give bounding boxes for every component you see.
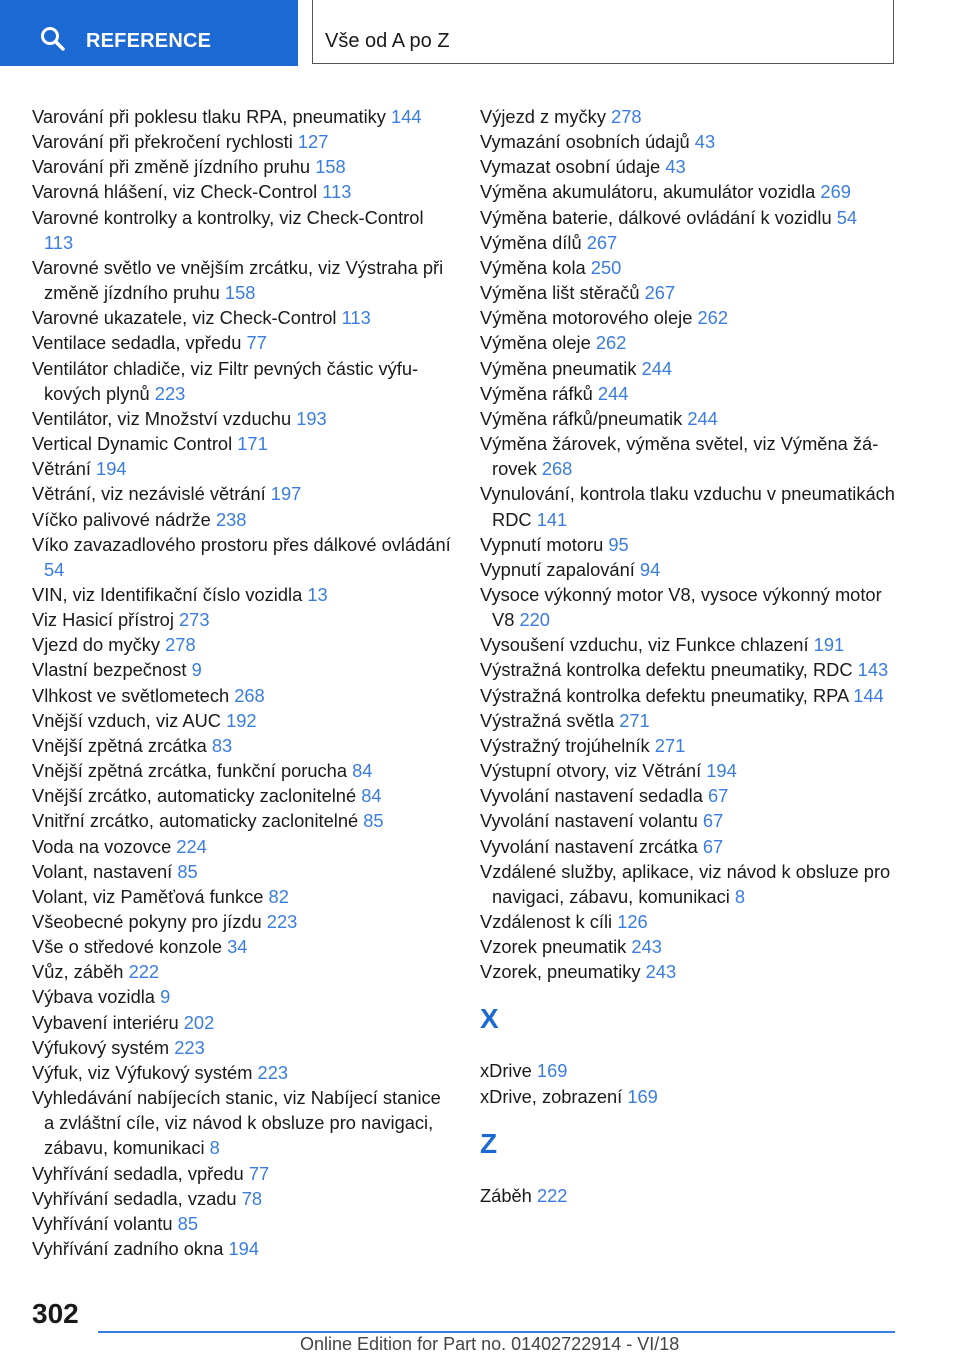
- index-entry-text: Vertical Dynamic Control: [32, 433, 233, 455]
- page-link[interactable]: 67: [702, 835, 724, 857]
- page-link[interactable]: 85: [177, 1212, 199, 1234]
- index-entry: [480, 808, 900, 833]
- page-link[interactable]: 54: [44, 558, 65, 580]
- index-entry: [480, 959, 900, 984]
- page-link[interactable]: 278: [611, 106, 642, 127]
- page-link[interactable]: 9: [191, 659, 202, 681]
- page-link[interactable]: 194: [228, 1238, 260, 1260]
- index-entry-text: Vyvolání nastavení volantu: [480, 810, 698, 832]
- page-link[interactable]: 84: [361, 785, 382, 807]
- index-entry: [32, 1035, 452, 1060]
- index-entry: [32, 456, 452, 481]
- page-link[interactable]: 158: [315, 156, 346, 178]
- index-entry: [480, 179, 900, 204]
- index-entry-text: Vnější vzduch, viz AUC: [32, 709, 221, 731]
- index-entry: [32, 255, 452, 305]
- index-entry-text: Vnější zpětná zrcátka, funkční porucha: [32, 760, 348, 782]
- index-entry: [32, 934, 452, 959]
- index-entry: [32, 1236, 452, 1261]
- page-link[interactable]: 267: [644, 282, 676, 304]
- index-entry-text: Vnitřní zrcátko, automaticky zaclonitelné: [32, 810, 359, 832]
- index-entry: [32, 481, 452, 506]
- index-entry-text: Výstupní otvory, viz Větrání: [480, 760, 702, 782]
- index-entry-text: Varování při poklesu tlaku RPA, pneumatiky: [32, 106, 386, 127]
- index-entry: [32, 1211, 452, 1236]
- index-entry: [32, 657, 452, 682]
- page-link[interactable]: 94: [639, 558, 661, 580]
- index-entry: [480, 406, 900, 431]
- page-link[interactable]: 192: [226, 709, 257, 731]
- index-entry-text: xDrive, zobrazení: [480, 1085, 623, 1107]
- page-link[interactable]: 191: [813, 634, 845, 656]
- index-entry: [480, 1183, 900, 1208]
- index-entry-text: Výjezd z myčky: [480, 106, 606, 127]
- page-link[interactable]: 220: [519, 609, 550, 631]
- index-entry: [480, 859, 900, 909]
- index-entry: [480, 330, 900, 355]
- index-entry: [32, 1186, 452, 1211]
- index-entry: [480, 356, 900, 381]
- index-list-z: [480, 1183, 900, 1208]
- index-column-left: [32, 104, 452, 1261]
- index-entry: [480, 582, 900, 632]
- index-entry-text: Výfuk, viz Výfukový systém: [32, 1061, 253, 1083]
- index-entry: [32, 179, 452, 204]
- index-entry: [480, 657, 900, 682]
- page-link[interactable]: 273: [178, 609, 210, 631]
- index-entry: [32, 708, 452, 733]
- page-link[interactable]: 223: [174, 1036, 205, 1058]
- index-entry: [32, 129, 452, 154]
- footer-divider: [98, 1331, 895, 1333]
- index-entry-text: Varování při změně jízdního pruhu: [32, 156, 311, 178]
- index-entry-text: Ventilátor chladiče, viz Filtr pevných částic výfukových plynů: [32, 357, 419, 404]
- index-entry-text: Volant, nastavení: [32, 860, 173, 882]
- index-entry: [32, 884, 452, 909]
- index-entry: [480, 557, 900, 582]
- index-entry: [32, 632, 452, 657]
- page-link[interactable]: 141: [536, 508, 568, 530]
- index-entry: [32, 356, 452, 406]
- index-entry-text: Výfukový systém: [32, 1036, 170, 1058]
- index-entry: [480, 733, 900, 758]
- index-entry-text: Výstražná kontrolka defektu pneumatiky, RPA: [480, 684, 849, 706]
- page-link[interactable]: 222: [536, 1184, 568, 1206]
- page-link[interactable]: 67: [702, 810, 724, 832]
- index-column-right: [480, 104, 900, 1208]
- page-link[interactable]: 8: [209, 1137, 220, 1159]
- reference-label: REFERENCE: [86, 30, 212, 52]
- index-entry-text: Výstražný trojúhelník: [480, 734, 650, 756]
- index-entry-text: Vypnutí zapalování: [480, 558, 635, 580]
- index-entry-text: Výměna lišt stěračů: [480, 282, 640, 304]
- page-link[interactable]: 223: [266, 911, 298, 932]
- index-entry-text: Vše o středové konzole: [32, 936, 223, 958]
- index-entry-text: Výměna kola: [480, 256, 586, 278]
- index-list-x: [480, 1058, 900, 1108]
- index-entry-text: Výměna oleje: [480, 332, 591, 354]
- index-entry: [480, 280, 900, 305]
- page-link[interactable]: 113: [341, 307, 371, 329]
- page-link[interactable]: 67: [708, 785, 729, 807]
- index-entry: [32, 733, 452, 758]
- index-entry: [480, 154, 900, 179]
- index-entry-text: Výměna žárovek, výměna světel, viz Výměna žárovek: [480, 433, 879, 480]
- index-entry: [32, 582, 452, 607]
- page-link[interactable]: 269: [820, 181, 851, 203]
- index-entry-text: Vlastní bezpečnost: [32, 659, 187, 681]
- index-entry-text: Vzdálené služby, aplikace, viz návod k obsluze pro navigaci, zábavu, komunikaci: [480, 860, 891, 907]
- index-list-v: [480, 104, 900, 984]
- index-entry-text: Vymazat osobní údaje: [480, 156, 661, 178]
- search-icon: [40, 26, 66, 52]
- page-link[interactable]: 126: [617, 911, 648, 932]
- page-link[interactable]: 144: [853, 684, 884, 706]
- page-link[interactable]: 262: [697, 307, 728, 329]
- index-entry-text: Vyhledávání nabíjecích stanic, viz Nabíjecí stanice a zvláštní cíle, viz návod k obsluze pro navigaci, zábavu, komunikaci: [32, 1087, 441, 1159]
- page-link[interactable]: 95: [608, 533, 629, 555]
- index-entry-text: Vyhřívání sedadla, vzadu: [32, 1187, 237, 1209]
- index-entry-text: Výbava vozidla: [32, 986, 155, 1008]
- index-entry-text: Vyhřívání sedadla, vpředu: [32, 1162, 244, 1184]
- page-link[interactable]: 34: [227, 936, 248, 958]
- index-entry: [32, 532, 452, 582]
- page-link[interactable]: 244: [641, 357, 673, 379]
- page-link[interactable]: 268: [541, 458, 573, 480]
- header: [0, 0, 960, 66]
- index-entry: [480, 934, 900, 959]
- index-entry-text: Víko zavazadlového prostoru přes dálkové ovládání: [32, 533, 451, 555]
- page-link[interactable]: 243: [645, 961, 677, 983]
- index-entry: [480, 381, 900, 406]
- edition-text: Online Edition for Part no. 01402722914 - VI/18: [300, 1334, 680, 1354]
- page-link[interactable]: 223: [257, 1061, 289, 1083]
- index-entry-text: Výstražná světla: [480, 709, 615, 731]
- index-entry: [480, 1058, 900, 1083]
- page-link[interactable]: 169: [536, 1060, 568, 1082]
- index-entry-text: Vzorek pneumatik: [480, 936, 627, 958]
- page-link[interactable]: 8: [734, 885, 746, 907]
- page-link[interactable]: 77: [246, 332, 267, 354]
- page-link[interactable]: 85: [363, 810, 384, 832]
- page-link[interactable]: 238: [215, 508, 247, 530]
- page-number: 302: [32, 1298, 79, 1329]
- index-entry-text: Vůz, záběh: [32, 961, 124, 983]
- page-link[interactable]: 278: [165, 634, 196, 656]
- page-link[interactable]: 158: [224, 282, 256, 304]
- page-link[interactable]: 193: [296, 407, 327, 429]
- index-entry: [32, 406, 452, 431]
- page-link[interactable]: 82: [268, 885, 289, 907]
- index-entry-text: Vynulování, kontrola tlaku vzduchu v pneumatikách RDC: [480, 483, 895, 530]
- index-entry: [480, 205, 900, 230]
- index-entry: [480, 783, 900, 808]
- index-entry-text: Varovná hlášení, viz Check-Control: [32, 181, 318, 203]
- page-link[interactable]: 268: [234, 684, 265, 706]
- index-entry-text: Záběh: [480, 1184, 532, 1206]
- page-link[interactable]: 197: [270, 483, 302, 505]
- index-entry: [480, 230, 900, 255]
- index-entry-text: Výměna ráfků/pneumatik: [480, 407, 683, 429]
- index-entry-text: Ventilátor, viz Množství vzduchu: [32, 407, 292, 429]
- index-entry: [32, 859, 452, 884]
- index-entry: [32, 1010, 452, 1035]
- page-link[interactable]: 171: [237, 433, 268, 455]
- page-link[interactable]: 43: [665, 156, 686, 178]
- index-entry: [480, 632, 900, 657]
- page-link[interactable]: 83: [211, 734, 233, 756]
- section-letter-x: X: [480, 1003, 499, 1035]
- index-entry: [32, 1161, 452, 1186]
- index-entry-text: VIN, viz Identifikační číslo vozidla: [32, 583, 303, 605]
- index-entry-text: Výměna pneumatik: [480, 357, 637, 379]
- page-link[interactable]: 54: [836, 206, 858, 228]
- index-entry: [32, 205, 452, 255]
- index-entry-text: Vnější zrcátko, automaticky zaclonitelné: [32, 785, 357, 807]
- index-entry: [32, 1060, 452, 1085]
- index-entry: [32, 104, 452, 129]
- index-entry-text: Ventilace sedadla, vpředu: [32, 332, 242, 354]
- index-entry: [32, 305, 452, 330]
- index-entry-text: Vyvolání nastavení sedadla: [480, 785, 703, 807]
- index-entry: [480, 708, 900, 733]
- index-entry-text: Varovné světlo ve vnějším zrcátku, viz Výstraha při změně jízdního pruhu: [32, 256, 444, 304]
- index-entry-text: Vysoušení vzduchu, viz Funkce chlazení: [480, 634, 809, 656]
- index-entry: [32, 834, 452, 859]
- page-link[interactable]: 194: [706, 760, 737, 782]
- index-entry-text: xDrive: [480, 1060, 532, 1082]
- index-entry-text: Výměna motorového oleje: [480, 307, 693, 329]
- index-entry: [32, 330, 452, 355]
- index-entry: [32, 431, 452, 456]
- index-entry-text: Výměna baterie, dálkové ovládání k vozidlu: [480, 206, 832, 228]
- page-link[interactable]: 267: [586, 231, 618, 253]
- page-link[interactable]: 78: [241, 1187, 263, 1209]
- index-entry-text: Vybavení interiéru: [32, 1011, 179, 1033]
- reference-button[interactable]: [0, 0, 298, 66]
- index-entry-text: Vyhřívání zadního okna: [32, 1238, 224, 1260]
- index-entry-text: Vjezd do myčky: [32, 634, 161, 656]
- index-entry: [480, 305, 900, 330]
- index-entry: [480, 758, 900, 783]
- index-entry: [32, 607, 452, 632]
- page-link[interactable]: 244: [597, 382, 629, 404]
- page-link[interactable]: 250: [590, 256, 622, 278]
- index-entry-text: Viz Hasicí přístroj: [32, 609, 174, 631]
- index-entry-text: Vzdálenost k cíli: [480, 911, 613, 932]
- index-entry-text: Vyvolání nastavení zrcátka: [480, 835, 698, 857]
- index-entry: [32, 984, 452, 1009]
- page-link[interactable]: 43: [694, 131, 716, 153]
- index-entry-text: Vlhkost ve světlometech: [32, 684, 230, 706]
- page-link[interactable]: 243: [631, 936, 662, 958]
- index-entry-text: Vypnutí motoru: [480, 533, 604, 555]
- index-entry: [480, 909, 900, 934]
- page-link[interactable]: 262: [595, 332, 627, 354]
- index-entry-text: Větrání: [32, 458, 91, 480]
- index-entry-text: Vyhřívání volantu: [32, 1212, 173, 1234]
- tab-a-to-z-label: Vše od A po Z: [325, 30, 450, 52]
- page-link[interactable]: 222: [128, 961, 160, 983]
- index-entry: [32, 758, 452, 783]
- section-letter-z: Z: [480, 1127, 498, 1159]
- index-entry-text: Vnější zpětná zrcátka: [32, 734, 207, 756]
- index-entry-text: Výstražná kontrolka defektu pneumatiky, RDC: [480, 659, 853, 681]
- index-entry: [480, 104, 900, 129]
- index-entry-text: Varovné ukazatele, viz Check-Control: [32, 307, 337, 329]
- page-link[interactable]: 143: [857, 659, 889, 681]
- index-entry: [480, 834, 900, 859]
- index-entry-text: Vymazání osobních údajů: [480, 131, 690, 153]
- page-link[interactable]: 194: [96, 458, 127, 480]
- page-link[interactable]: 271: [654, 734, 686, 756]
- tab-a-to-z[interactable]: [312, 0, 894, 64]
- index-entry: [32, 507, 452, 532]
- index-entry: [480, 1084, 900, 1109]
- page-link[interactable]: 127: [297, 131, 329, 153]
- index-entry-text: Varování při překročení rychlosti: [32, 131, 293, 153]
- page-link[interactable]: 244: [687, 407, 718, 429]
- index-entry-text: Výměna akumulátoru, akumulátor vozidla: [480, 181, 816, 203]
- index-entry: [32, 959, 452, 984]
- page-link[interactable]: 113: [44, 231, 74, 253]
- index-entry: [32, 783, 452, 808]
- page-link[interactable]: 13: [307, 583, 328, 605]
- index-entry-text: Voda na vozovce: [32, 835, 172, 857]
- index-entry-text: Výměna dílů: [480, 231, 582, 253]
- index-entry-text: Varovné kontrolky a kontrolky, viz Check-Control: [32, 206, 424, 228]
- index-entry-text: Vysoce výkonný motor V8, vysoce výkonný motor V8: [480, 583, 882, 631]
- index-entry: [32, 683, 452, 708]
- index-entry: [480, 481, 900, 531]
- index-entry: [32, 808, 452, 833]
- page-link[interactable]: 223: [154, 382, 186, 404]
- index-entry: [480, 129, 900, 154]
- index-entry: [480, 431, 900, 481]
- page-link[interactable]: 113: [322, 181, 352, 203]
- index-entry-text: Víčko palivové nádrže: [32, 508, 211, 530]
- page-link[interactable]: 144: [391, 106, 422, 127]
- index-entry-text: Všeobecné pokyny pro jízdu: [32, 911, 262, 932]
- index-entry: [480, 683, 900, 708]
- index-entry: [32, 154, 452, 179]
- page-link[interactable]: 85: [177, 860, 198, 882]
- page-link[interactable]: 9: [160, 986, 171, 1008]
- page-link[interactable]: 169: [627, 1085, 658, 1107]
- page-link[interactable]: 271: [619, 709, 650, 731]
- index-entry: [32, 1085, 452, 1160]
- index-entry-text: Výměna ráfků: [480, 382, 593, 404]
- page-link[interactable]: 84: [352, 760, 373, 782]
- index-entry: [480, 532, 900, 557]
- page-link[interactable]: 224: [176, 835, 207, 857]
- index-entry-text: Větrání, viz nezávislé větrání: [32, 483, 266, 505]
- index-entry-text: Vzorek, pneumatiky: [480, 961, 641, 983]
- index-entry-text: Volant, viz Paměťová funkce: [32, 885, 264, 907]
- page-link[interactable]: 77: [248, 1162, 270, 1184]
- page-link[interactable]: 202: [183, 1011, 215, 1033]
- index-entry: [480, 255, 900, 280]
- index-entry: [32, 909, 452, 934]
